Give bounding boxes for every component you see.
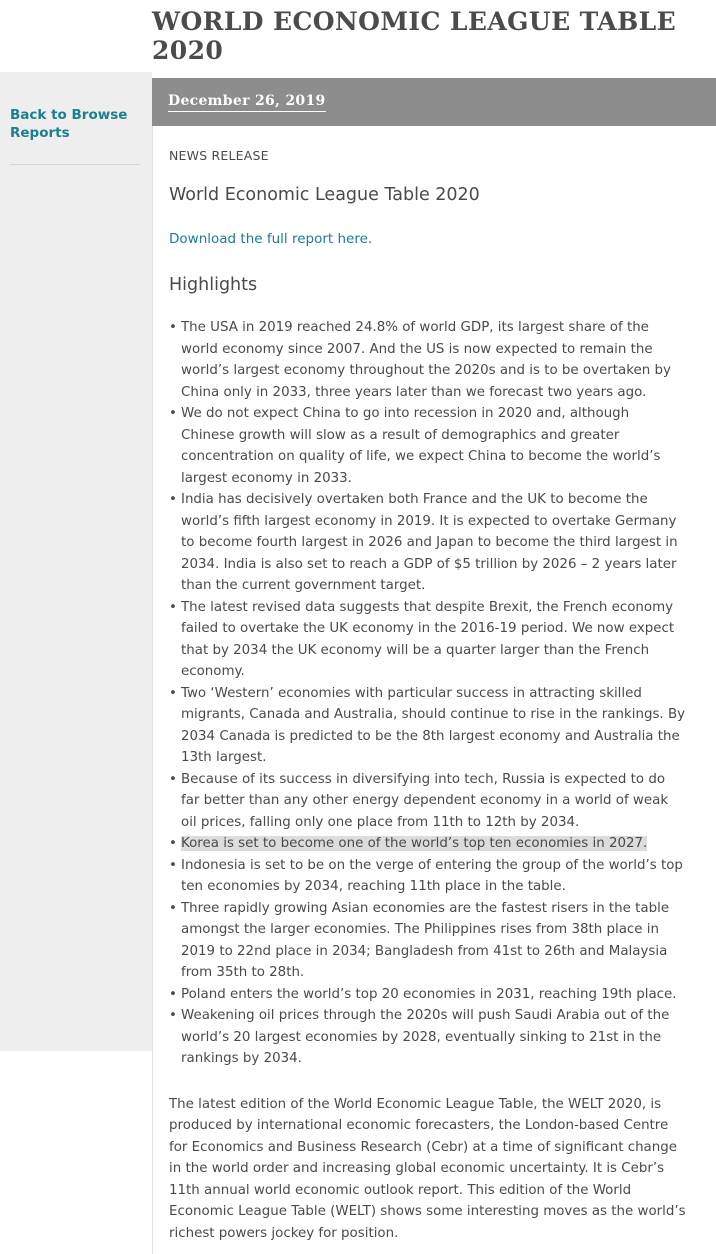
list-item-text: We do not expect China to go into recession in 2020 and, although Chinese growth will slow as a result of demographics and greater concentration on quality of life, we expect China to become the world’s largest economy in 2033. — [181, 406, 661, 486]
list-item — [169, 855, 686, 898]
article-title: World Economic League Table 2020 — [169, 185, 480, 205]
list-item-text: India has decisively overtaken both France and the UK to become the world’s fifth largest economy in 2019. It is expected to overtake Germany to become fourth largest in 2026 and Japan to become the third largest in 2034. India is also set to reach a GDP of $5 trillion by 2026 – 2 years later than the current government target. — [181, 492, 678, 593]
highlights-heading: Highlights — [169, 275, 258, 295]
list-item-text: The USA in 2019 reached 24.8% of world GDP, its largest share of the world economy since 2007. And the US is now expected to remain the world’s largest economy throughout the 2020s and is to be overtaken by China only in 2033, three years later than we forecast two years ago. — [181, 320, 671, 400]
list-item-text: The latest revised data suggests that despite Brexit, the French economy failed to overtake the UK economy in the 2016-19 period. We now expect that by 2034 the UK economy will be a quarter larger than the French economy. — [181, 599, 675, 679]
list-item — [169, 489, 686, 597]
page-header — [0, 0, 716, 72]
list-item — [169, 984, 686, 1006]
list-item-text: Korea is set to become one of the world’s top ten economies in 2027. — [181, 836, 648, 851]
news-release-kicker: NEWS RELEASE — [169, 148, 269, 163]
back-to-browse-reports-link[interactable]: Back to Browse Reports — [10, 107, 128, 141]
page-layout — [0, 72, 716, 1254]
list-item-highlighted — [169, 833, 686, 855]
article-body — [152, 126, 716, 1254]
list-item-text: Because of its success in diversifying into tech, Russia is expected to do far better than any other energy dependent economy in a world of weak oil prices, falling only one place from 11th to 12th by 2034. — [181, 771, 669, 830]
list-item-text: Weakening oil prices through the 2020s will push Saudi Arabia out of the world’s 20 largest economies by 2028, eventually sinking to 21st in the rankings by 2034. — [181, 1008, 670, 1066]
closing-section — [169, 1094, 686, 1245]
list-item — [169, 597, 686, 683]
list-item — [169, 683, 686, 769]
list-item-text: Indonesia is set to be on the verge of entering the group of the world’s top ten economies by 2034, reaching 11th place in the table. — [181, 857, 683, 894]
page-title: WORLD ECONOMIC LEAGUE TABLE 2020 — [152, 7, 677, 65]
list-item — [169, 898, 686, 984]
main-content — [152, 72, 716, 1254]
sidebar — [0, 72, 152, 1051]
list-item — [169, 1005, 686, 1070]
article-date-bar — [152, 78, 716, 126]
list-item-text: Two ‘Western’ economies with particular success in attracting skilled migrants, Canada and Australia, should continue to rise in the rankings. By 2034 Canada is predicted to be the 8th largest economy and Australia the 13th largest. — [181, 685, 686, 765]
article-date: December 26, 2019 — [168, 93, 326, 112]
list-item — [169, 769, 686, 834]
highlights-list — [169, 317, 686, 1070]
sidebar-divider — [10, 164, 140, 165]
list-item — [169, 403, 686, 489]
list-item — [169, 317, 686, 403]
list-item-text: Poland enters the world’s top 20 economies in 2031, reaching 19th place. — [181, 986, 677, 1002]
list-item-text: Three rapidly growing Asian economies are the fastest risers in the table amongst the larger economies. The Philippines rises from 38th place in 2019 to 22nd place in 2034; Bangladesh from 41st to 26th and Malaysia from 35th to 28th. — [181, 900, 670, 980]
closing-paragraph: The latest edition of the World Economic League Table, the WELT 2020, is produced by international economic forecasters, the London-based Centre for Economics and Business Research (Cebr) at a time of significant change in the world order and increasing global economic uncertainty. It is Cebr’s 11th annual world economic outlook report. This edition of the World Economic League Table (WELT) shows some interesting moves as the world’s richest powers jockey for position. — [169, 1096, 686, 1241]
download-full-report-link[interactable]: Download the full report here. — [169, 231, 373, 247]
